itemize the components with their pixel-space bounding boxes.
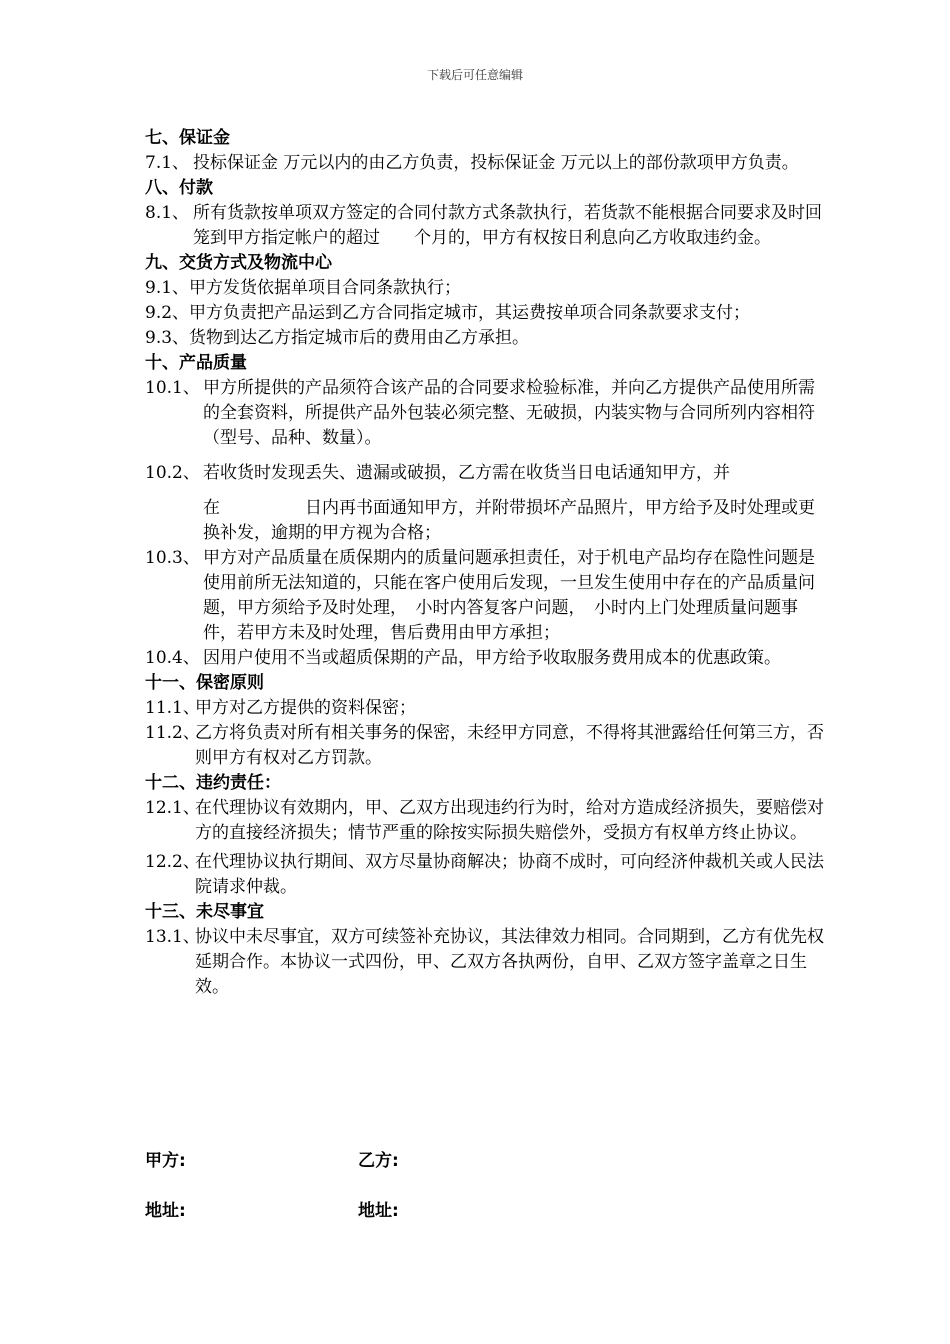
clause-11-2 [145,721,825,771]
clause-text: 协议中未尽事宜，双方可续签补充协议，其法律效力相同。合同期到，乙方有优先权延期合作。本协议一式四份，甲、乙双方各执两份，自甲、乙双方签字盖章之日生效。 [195,927,824,997]
clause-text: 在代理协议执行期间、双方尽量协商解决；协商不成时，可向经济仲裁机关或人民法院请求仲裁。 [195,852,824,897]
section-13-title: 十三、未尽事宜 [145,902,264,922]
clause-number: 12.2、 [145,852,200,872]
clause-number: 13.1、 [145,927,200,947]
clause-text: 甲方对产品质量在质保期内的质量问题承担责任，对于机电产品均存在隐性问题是使用前所无法知道的，只能在客户使用后发现，一旦发生使用中存在的产品质量问题，甲方须给予及时处理， 小时内答复客户问题， 小时内上门处理质量问题事件，若甲方未及时处理，售后费用由甲方承担； [203,548,815,643]
clause-text: 因用户使用不当或超质保期的产品，甲方给予收取服务费用成本的优惠政策。 [203,648,781,668]
clause-text: 所有货款按单项双方签定的合同付款方式条款执行，若货款不能根据合同要求及时回笼到甲方指定帐户的超过 个月的，甲方有权按日利息向乙方收取违约金。 [193,203,822,248]
clause-10-4 [145,646,825,671]
clause-text: 甲方负责把产品运到乙方合同指定城市，其运费按单项合同条款要求支付； [189,303,751,323]
clause-number: 7.1、 [145,153,190,173]
clause-text: 甲方发货依据单项目合同条款执行； [189,278,462,298]
party-b-label: 乙方: [358,1151,399,1171]
clause-number: 9.1、 [145,278,190,298]
clause-9-3 [145,326,825,351]
clause-13-1 [145,925,825,1000]
clause-number: 10.1、 [145,378,200,398]
section-8-title: 八、付款 [145,178,213,198]
clause-number: 9.2、 [145,303,190,323]
party-a-address-label: 地址: [145,1201,186,1221]
section-10-title: 十、产品质量 [145,353,247,373]
clause-text: 若收货时发现丢失、遗漏或破损，乙方需在收货当日电话通知甲方，并 [203,463,730,483]
clause-10-1 [145,376,825,451]
clause-number: 12.1、 [145,798,200,818]
clause-8-1 [145,201,825,251]
clause-number: 9.3、 [145,328,190,348]
clause-text: 甲方对乙方提供的资料保密； [195,698,416,718]
party-a-label: 甲方: [145,1151,186,1171]
clause-10-2 [145,461,825,486]
section-12-title: 十二、违约责任： [145,773,281,793]
clause-10-2-continued [145,496,825,546]
clause-number: 10.2、 [145,463,200,483]
section-7-title: 七、保证金 [145,128,230,148]
clause-7-1 [145,151,825,176]
clause-text: 投标保证金 万元以内的由乙方负责，投标保证金 万元以上的部份款项甲方负责。 [193,153,799,173]
clause-text: 货物到达乙方指定城市后的费用由乙方承担。 [189,328,530,348]
clause-number: 8.1、 [145,203,190,223]
clause-text: 在代理协议有效期内，甲、乙双方出现违约行为时，给对方造成经济损失，要赔偿对方的直接经济损失；情节严重的除按实际损失赔偿外，受损方有权单方终止协议。 [195,798,824,843]
clause-9-2 [145,301,825,326]
section-11-title: 十一、保密原则 [145,673,264,693]
clause-12-2 [145,850,825,900]
clause-text: 乙方将负责对所有相关事务的保密，未经甲方同意，不得将其泄露给任何第三方，否则甲方有权对乙方罚款。 [195,723,824,768]
page-header-note: 下载后可任意编辑 [426,68,523,82]
clause-number: 11.2、 [145,723,200,743]
party-b-address-label: 地址: [358,1201,399,1221]
section-9-title: 九、交货方式及物流中心 [145,253,332,273]
clause-11-1 [145,696,825,721]
clause-indent [145,496,203,546]
clause-text: 甲方所提供的产品须符合该产品的合同要求检验标准，并向乙方提供产品使用所需的全套资料，所提供产品外包装必须完整、无破损，内装实物与合同所列内容相符（型号、品种、数量）。 [203,378,815,448]
clause-10-3 [145,546,825,646]
clause-9-1 [145,276,825,301]
clause-number: 11.1、 [145,698,200,718]
clause-text: 在 日内再书面通知甲方，并附带损坏产品照片，甲方给予及时处理或更换补发，逾期的甲方视为合格； [203,498,815,543]
clause-number: 10.4、 [145,648,200,668]
clause-12-1 [145,796,825,846]
contract-body [145,126,825,1000]
clause-number: 10.3、 [145,548,200,568]
